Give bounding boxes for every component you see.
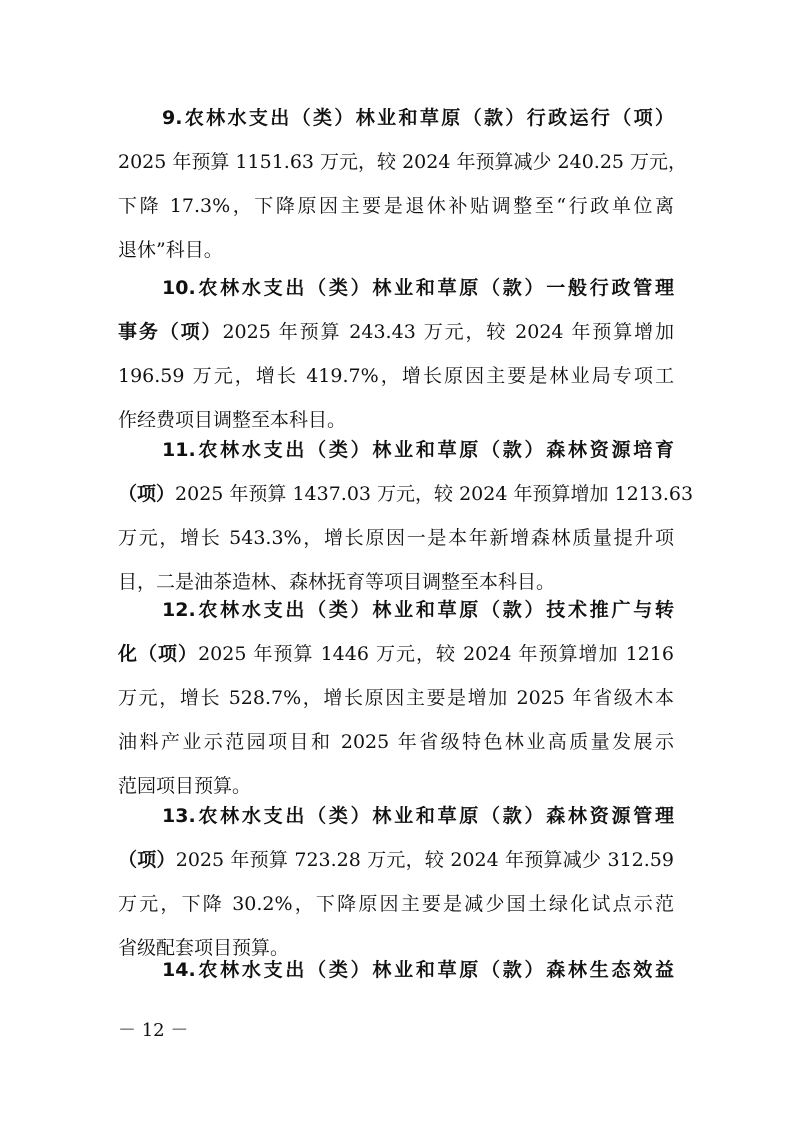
paragraph-line: 196.59 万元，增长 419.7%，增长原因主要是林业局专项工 <box>118 365 674 387</box>
section-heading: 14.农林水支出（类）林业和草原（款）森林生态效益 <box>162 959 674 981</box>
section-heading: 12.农林水支出（类）林业和草原（款）技术推广与转 <box>162 599 674 621</box>
paragraph-text: 2025 年预算 243.43 万元，较 2024 年预算增加 <box>222 321 674 343</box>
paragraph-line: 省级配套项目预算。 <box>118 937 290 959</box>
paragraph-line: 万元，下降 30.2%，下降原因主要是减少国土绿化试点示范 <box>118 893 674 915</box>
paragraph-text: 2025 年预算 1446 万元，较 2024 年预算增加 1216 <box>198 643 674 665</box>
paragraph-line: 退休”科目。 <box>118 239 223 261</box>
section-heading-tail: （项） <box>118 849 176 871</box>
paragraph-line: 万元，增长 528.7%，增长原因主要是增加 2025 年省级木本 <box>118 687 674 709</box>
section-heading: 13.农林水支出（类）林业和草原（款）森林资源管理 <box>162 805 674 827</box>
paragraph-line: 下降 17.3%，下降原因主要是退休补贴调整至“行政单位离 <box>118 195 674 217</box>
section-heading-tail: （项） <box>118 483 176 505</box>
page-number: － 12 － <box>118 1020 189 1041</box>
section-heading: 9.农林水支出（类）林业和草原（款）行政运行（项） <box>162 107 674 129</box>
paragraph-text: 2025 年预算 723.28 万元，较 2024 年预算减少 312.59 <box>175 849 674 871</box>
section-heading: 11.农林水支出（类）林业和草原（款）森林资源培育 <box>162 439 674 461</box>
paragraph-line <box>118 840 674 880</box>
paragraph-line <box>118 474 694 514</box>
paragraph-line <box>118 634 674 674</box>
paragraph-line: 作经费项目调整至本科目。 <box>118 409 347 431</box>
section-heading-tail: 事务（项） <box>118 321 223 343</box>
paragraph-line <box>118 312 674 352</box>
paragraph-text: 2025 年预算 1437.03 万元，较 2024 年预算增加 1213.63 <box>175 483 694 505</box>
paragraph-line: 范园项目预算。 <box>118 775 252 797</box>
section-heading-tail: 化（项） <box>118 643 199 665</box>
paragraph-line: 目，二是油茶造林、森林抚育等项目调整至本科目。 <box>118 571 556 593</box>
section-heading: 10.农林水支出（类）林业和草原（款）一般行政管理 <box>162 277 674 299</box>
paragraph-line: 万元，增长 543.3%，增长原因一是本年新增森林质量提升项 <box>118 527 674 549</box>
paragraph-line: 2025 年预算 1151.63 万元，较 2024 年预算减少 240.25 万元， <box>118 151 688 173</box>
paragraph-line: 油料产业示范园项目和 2025 年省级特色林业高质量发展示 <box>118 731 674 753</box>
